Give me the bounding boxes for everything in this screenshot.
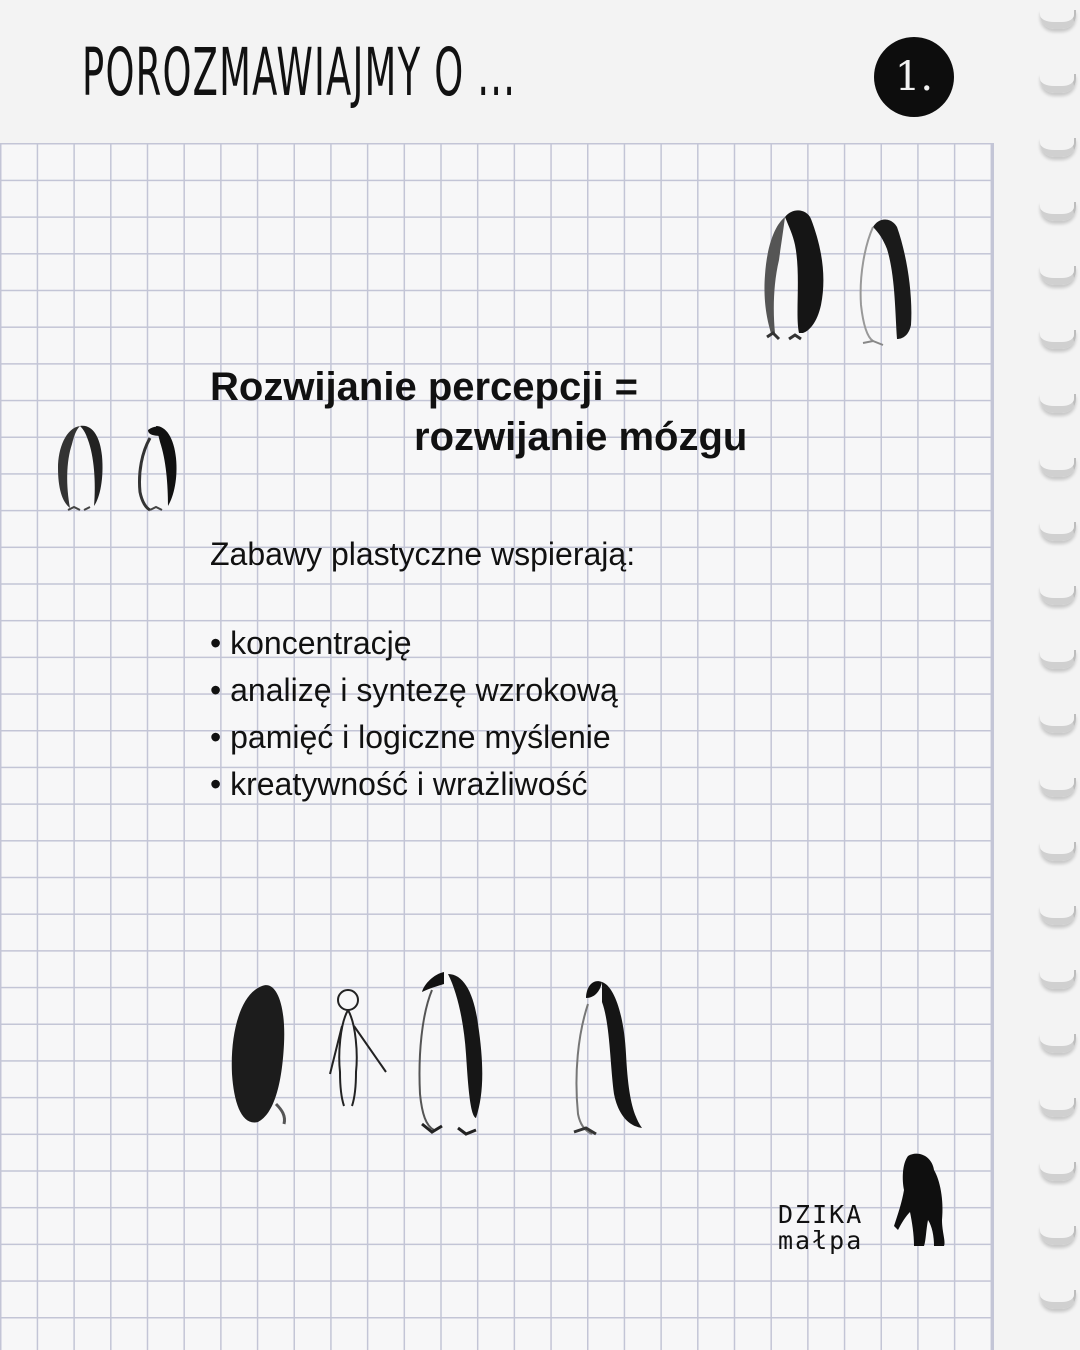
spiral-ring: [1040, 1098, 1076, 1117]
page-title: POROZMAWIAJMY O ...: [82, 34, 517, 111]
spiral-ring: [1040, 330, 1076, 349]
list-item: • pamięć i logiczne myślenie: [210, 714, 618, 761]
spiral-ring: [1040, 778, 1076, 797]
logo-line-1: DZIKA: [778, 1200, 864, 1229]
dzika-malpa-logo: [778, 1150, 948, 1255]
spiral-ring: [1040, 458, 1076, 477]
spiral-ring: [1040, 1162, 1076, 1181]
spiral-ring: [1040, 10, 1076, 29]
spiral-ring: [1040, 1034, 1076, 1053]
list-item: • kreatywność i wrażliwość: [210, 761, 618, 808]
list-item: • analizę i syntezę wzrokową: [210, 667, 618, 714]
headline-line-1: Rozwijanie percepcji =: [210, 365, 638, 409]
spiral-ring: [1040, 522, 1076, 541]
logo-wordmark: [778, 1202, 863, 1254]
spiral-ring: [1040, 1290, 1076, 1309]
spiral-ring: [1040, 394, 1076, 413]
logo-line-2: małpa: [778, 1226, 864, 1255]
spiral-ring: [1040, 202, 1076, 221]
penguins-left-illustration: [52, 422, 184, 517]
spiral-ring: [1040, 714, 1076, 733]
page-number-badge: 1.: [874, 37, 954, 117]
spiral-ring: [1040, 842, 1076, 861]
spiral-ring: [1040, 650, 1076, 669]
headline-line-2: rozwijanie mózgu: [414, 415, 748, 459]
intro-text: Zabawy plastyczne wspierają:: [210, 536, 636, 572]
spiral-ring: [1040, 906, 1076, 925]
list-item: • koncentrację: [210, 620, 618, 667]
spiral-ring: [1040, 74, 1076, 93]
spiral-ring: [1040, 138, 1076, 157]
spiral-ring: [1040, 1226, 1076, 1245]
penguins-top-right-illustration: [755, 205, 925, 355]
monkey-silhouette-icon: [888, 1150, 948, 1250]
penguins-and-child-illustration: [222, 964, 662, 1144]
spiral-ring: [1040, 586, 1076, 605]
spiral-binding: [1034, 0, 1080, 1350]
headline: [210, 362, 747, 462]
spiral-ring: [1040, 266, 1076, 285]
benefits-list: [210, 620, 618, 808]
spiral-ring: [1040, 970, 1076, 989]
